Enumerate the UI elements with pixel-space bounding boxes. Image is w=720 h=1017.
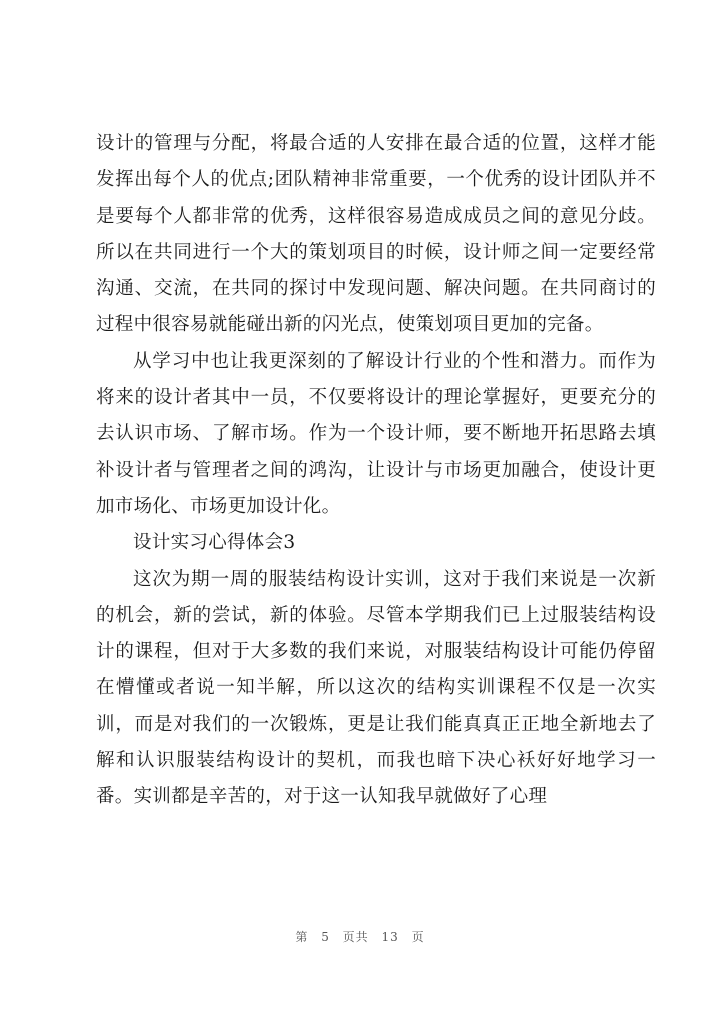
section-heading: 设计实习心得体会3 — [133, 532, 296, 554]
footer-middle: 页共 — [342, 930, 369, 944]
body-text — [96, 126, 656, 816]
paragraph-1: 设计的管理与分配，将最合适的人安排在最合适的位置，这样才能发挥出每个人的优点;团队精神非常重要，一个优秀的设计团队并不是要每个人都非常的优秀，这样很容易造成成员之间的意见分歧。所以在共同进行一个大的策划项目的时候，设计师之间一定要经常沟通、交流，在共同的探讨中发现问题、解决问题。在共同商讨的过程中很容易就能碰出新的闪光点，使策划项目更加的完备。 — [96, 133, 656, 336]
paragraph-2: 从学习中也让我更深刻的了解设计行业的个性和潜力。而作为将来的设计者其中一员，不仅要将设计的理论掌握好，更要充分的去认识市场、了解市场。作为一个设计师，要不断地开拓思路去填补设计者与管理者之间的鸿沟，让设计与市场更加融合，使设计更加市场化、市场更加设计化。 — [96, 350, 656, 517]
footer-suffix: 页 — [411, 930, 425, 944]
footer-total-pages: 13 — [381, 930, 399, 944]
footer-prefix: 第 — [295, 930, 309, 944]
footer-page-number: 5 — [321, 930, 330, 944]
page-footer — [0, 928, 720, 945]
paragraph-3: 这次为期一周的服装结构设计实训，这对于我们来说是一次新的机会，新的尝试，新的体验。尽管本学期我们已上过服装结构设计的课程，但对于大多数的我们来说，对服装结构设计可能仍停留在懵懂或者说一知半解，所以这次的结构实训课程不仅是一次实训，而是对我们的一次锻炼，更是让我们能真真正正地全新地去了解和认识服装结构设计的契机，而我也暗下决心袄好好地学习一番。实训都是辛苦的，对于这一认知我早就做好了心理 — [96, 568, 656, 808]
